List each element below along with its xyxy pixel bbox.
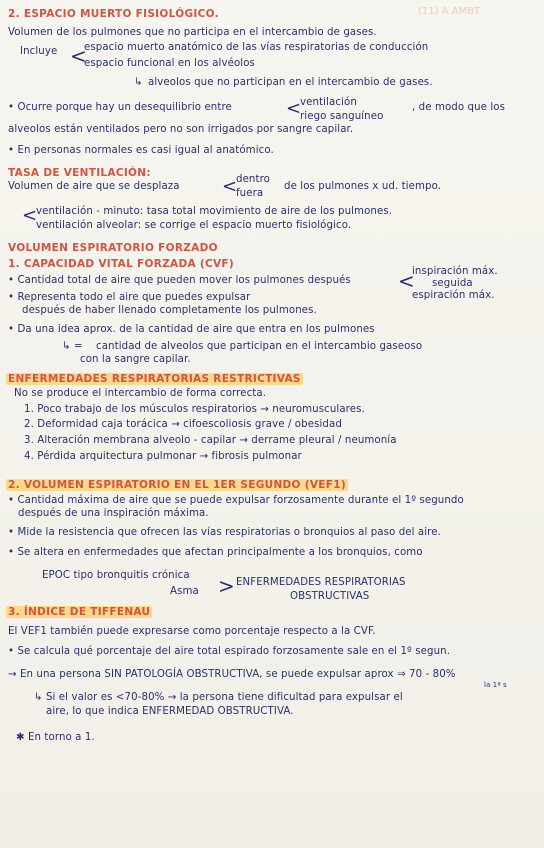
cvf-arrow-icon: ↳ =: [62, 341, 83, 352]
vef1-line-1: • Cantidad máxima de aire que se puede expulsar forzosamente durante el 1º segundo: [8, 495, 464, 506]
s2-bullet-1b: , de modo que los: [412, 102, 506, 113]
brace-icon: <: [22, 205, 38, 226]
tif-line-2: • Se calcula qué porcentaje del aire total espirado forzosamente sale en el 1º segun.: [8, 646, 451, 657]
cvf-line-1: • Cantidad total de aire que pueden mover los pulmones después: [8, 275, 351, 286]
tv-dentro: dentro: [236, 174, 270, 185]
cvf-seguida: seguida: [432, 278, 473, 289]
brace-icon: <: [286, 98, 302, 119]
cvf-line-5: cantidad de alveolos que participan en el intercambio gaseoso: [96, 341, 423, 352]
vef1-eo-1: ENFERMEDADES RESPIRATORIAS: [236, 577, 406, 588]
er-item-4: 4. Pérdida arquitectura pulmonar → fibrosis pulmonar: [24, 451, 302, 462]
cvf-line-3: después de haber llenado completamente los pulmones.: [22, 305, 317, 316]
s2-ventilacion: ventilación: [300, 97, 357, 108]
section-title-vef: VOLUMEN ESPIRATORIO FORZADO: [8, 242, 218, 254]
tv-def-b: de los pulmones x ud. tiempo.: [284, 181, 442, 192]
er-item-2: 2. Deformidad caja torácica → cifoescoliosis grave / obesidad: [24, 419, 342, 430]
vef1-line-3: • Mide la resistencia que ofrecen las vías respiratorias o bronquios al paso del aire.: [8, 527, 441, 538]
section-title-restrictivas: ENFERMEDADES RESPIRATORIAS RESTRICTIVAS: [8, 373, 301, 385]
vef1-asma: Asma: [170, 586, 199, 597]
tv-item-2: ventilación alveolar: se corrige el espacio muerto fisiológico.: [36, 220, 352, 231]
s2-riego: riego sanguíneo: [300, 111, 384, 122]
section-title-tasa-ventilacion: TASA DE VENTILACIÓN:: [8, 167, 151, 179]
er-intro: No se produce el intercambio de forma correcta.: [14, 388, 267, 399]
brace-icon: >: [218, 574, 235, 598]
tif-line-3: → En una persona SIN PATOLOGÍA OBSTRUCTIVA, se puede expulsar aprox ⇒ 70 - 80%: [8, 669, 456, 680]
s2-definition: Volumen de los pulmones que no participa en el intercambio de gases.: [8, 27, 377, 38]
section-title-espacio-muerto: 2. ESPACIO MUERTO FISIOLÓGICO.: [8, 8, 219, 20]
subsection-title-tiffenau: 3. ÍNDICE DE TIFFENAU: [8, 606, 151, 618]
brace-icon: <: [222, 176, 238, 197]
subsection-title-vef1: 2. VOLUMEN ESPIRATORIO EN EL 1ER SEGUNDO (VEF1): [8, 479, 346, 491]
vef1-epoc: EPOC tipo bronquitis crónica: [42, 570, 190, 581]
s2-inc-2: espacio funcional en los alvéolos: [84, 58, 255, 69]
tif-small-note: la 1ª s: [484, 681, 507, 689]
tif-line-1: El VEF1 también puede expresarse como porcentaje respecto a la CVF.: [8, 626, 376, 637]
subsection-title-cvf: 1. CAPACIDAD VITAL FORZADA (CVF): [8, 258, 234, 270]
er-item-3: 3. Alteración membrana alveolo - capilar → derrame pleural / neumonía: [24, 435, 397, 446]
tv-def-a: Volumen de aire que se desplaza: [8, 181, 180, 192]
brace-icon: <: [70, 44, 87, 68]
cvf-line-4: • Da una idea aprox. de la cantidad de aire que entra en los pulmones: [8, 324, 375, 335]
tif-line-5: aire, lo que indica ENFERMEDAD OBSTRUCTIVA.: [46, 706, 294, 717]
s2-bullet-2: • En personas normales es casi igual al anatómico.: [8, 145, 274, 156]
vef1-eo-2: OBSTRUCTIVAS: [290, 591, 370, 602]
cvf-line-6: con la sangre capilar.: [80, 354, 191, 365]
tv-item-1: ventilación - minuto: tasa total movimiento de aire de los pulmones.: [36, 206, 393, 217]
tif-line-6: ✱ En torno a 1.: [16, 732, 95, 743]
cvf-insp: inspiración máx.: [412, 266, 498, 277]
page-corner-label: (11) A AMBT: [418, 6, 481, 17]
tv-fuera: fuera: [236, 188, 264, 199]
vef1-line-2: después de una inspiración máxima.: [18, 508, 209, 519]
tif-line-4: ↳ Si el valor es <70-80% → la persona tiene dificultad para expulsar el: [34, 692, 403, 703]
s2-inc-1: espacio muerto anatómico de las vías respiratorias de conducción: [84, 42, 429, 53]
cvf-line-2: • Representa todo el aire que puedes expulsar: [8, 292, 251, 303]
brace-icon: <: [398, 269, 415, 293]
er-item-1: 1. Poco trabajo de los músculos respiratorios → neuromusculares.: [24, 404, 365, 415]
vef1-line-4: • Se altera en enfermedades que afectan principalmente a los bronquios, como: [8, 547, 423, 558]
s2-inc-3-arrow-icon: ↳: [134, 77, 143, 88]
cvf-esp: espiración máx.: [412, 290, 495, 301]
s2-bullet-1a: • Ocurre porque hay un desequilibrio entre: [8, 102, 232, 113]
s2-incluye: Incluye: [20, 46, 58, 57]
s2-bullet-1c: alveolos están ventilados pero no son irrigados por sangre capilar.: [8, 124, 354, 135]
s2-inc-3: alveolos que no participan en el intercambio de gases.: [148, 77, 433, 88]
